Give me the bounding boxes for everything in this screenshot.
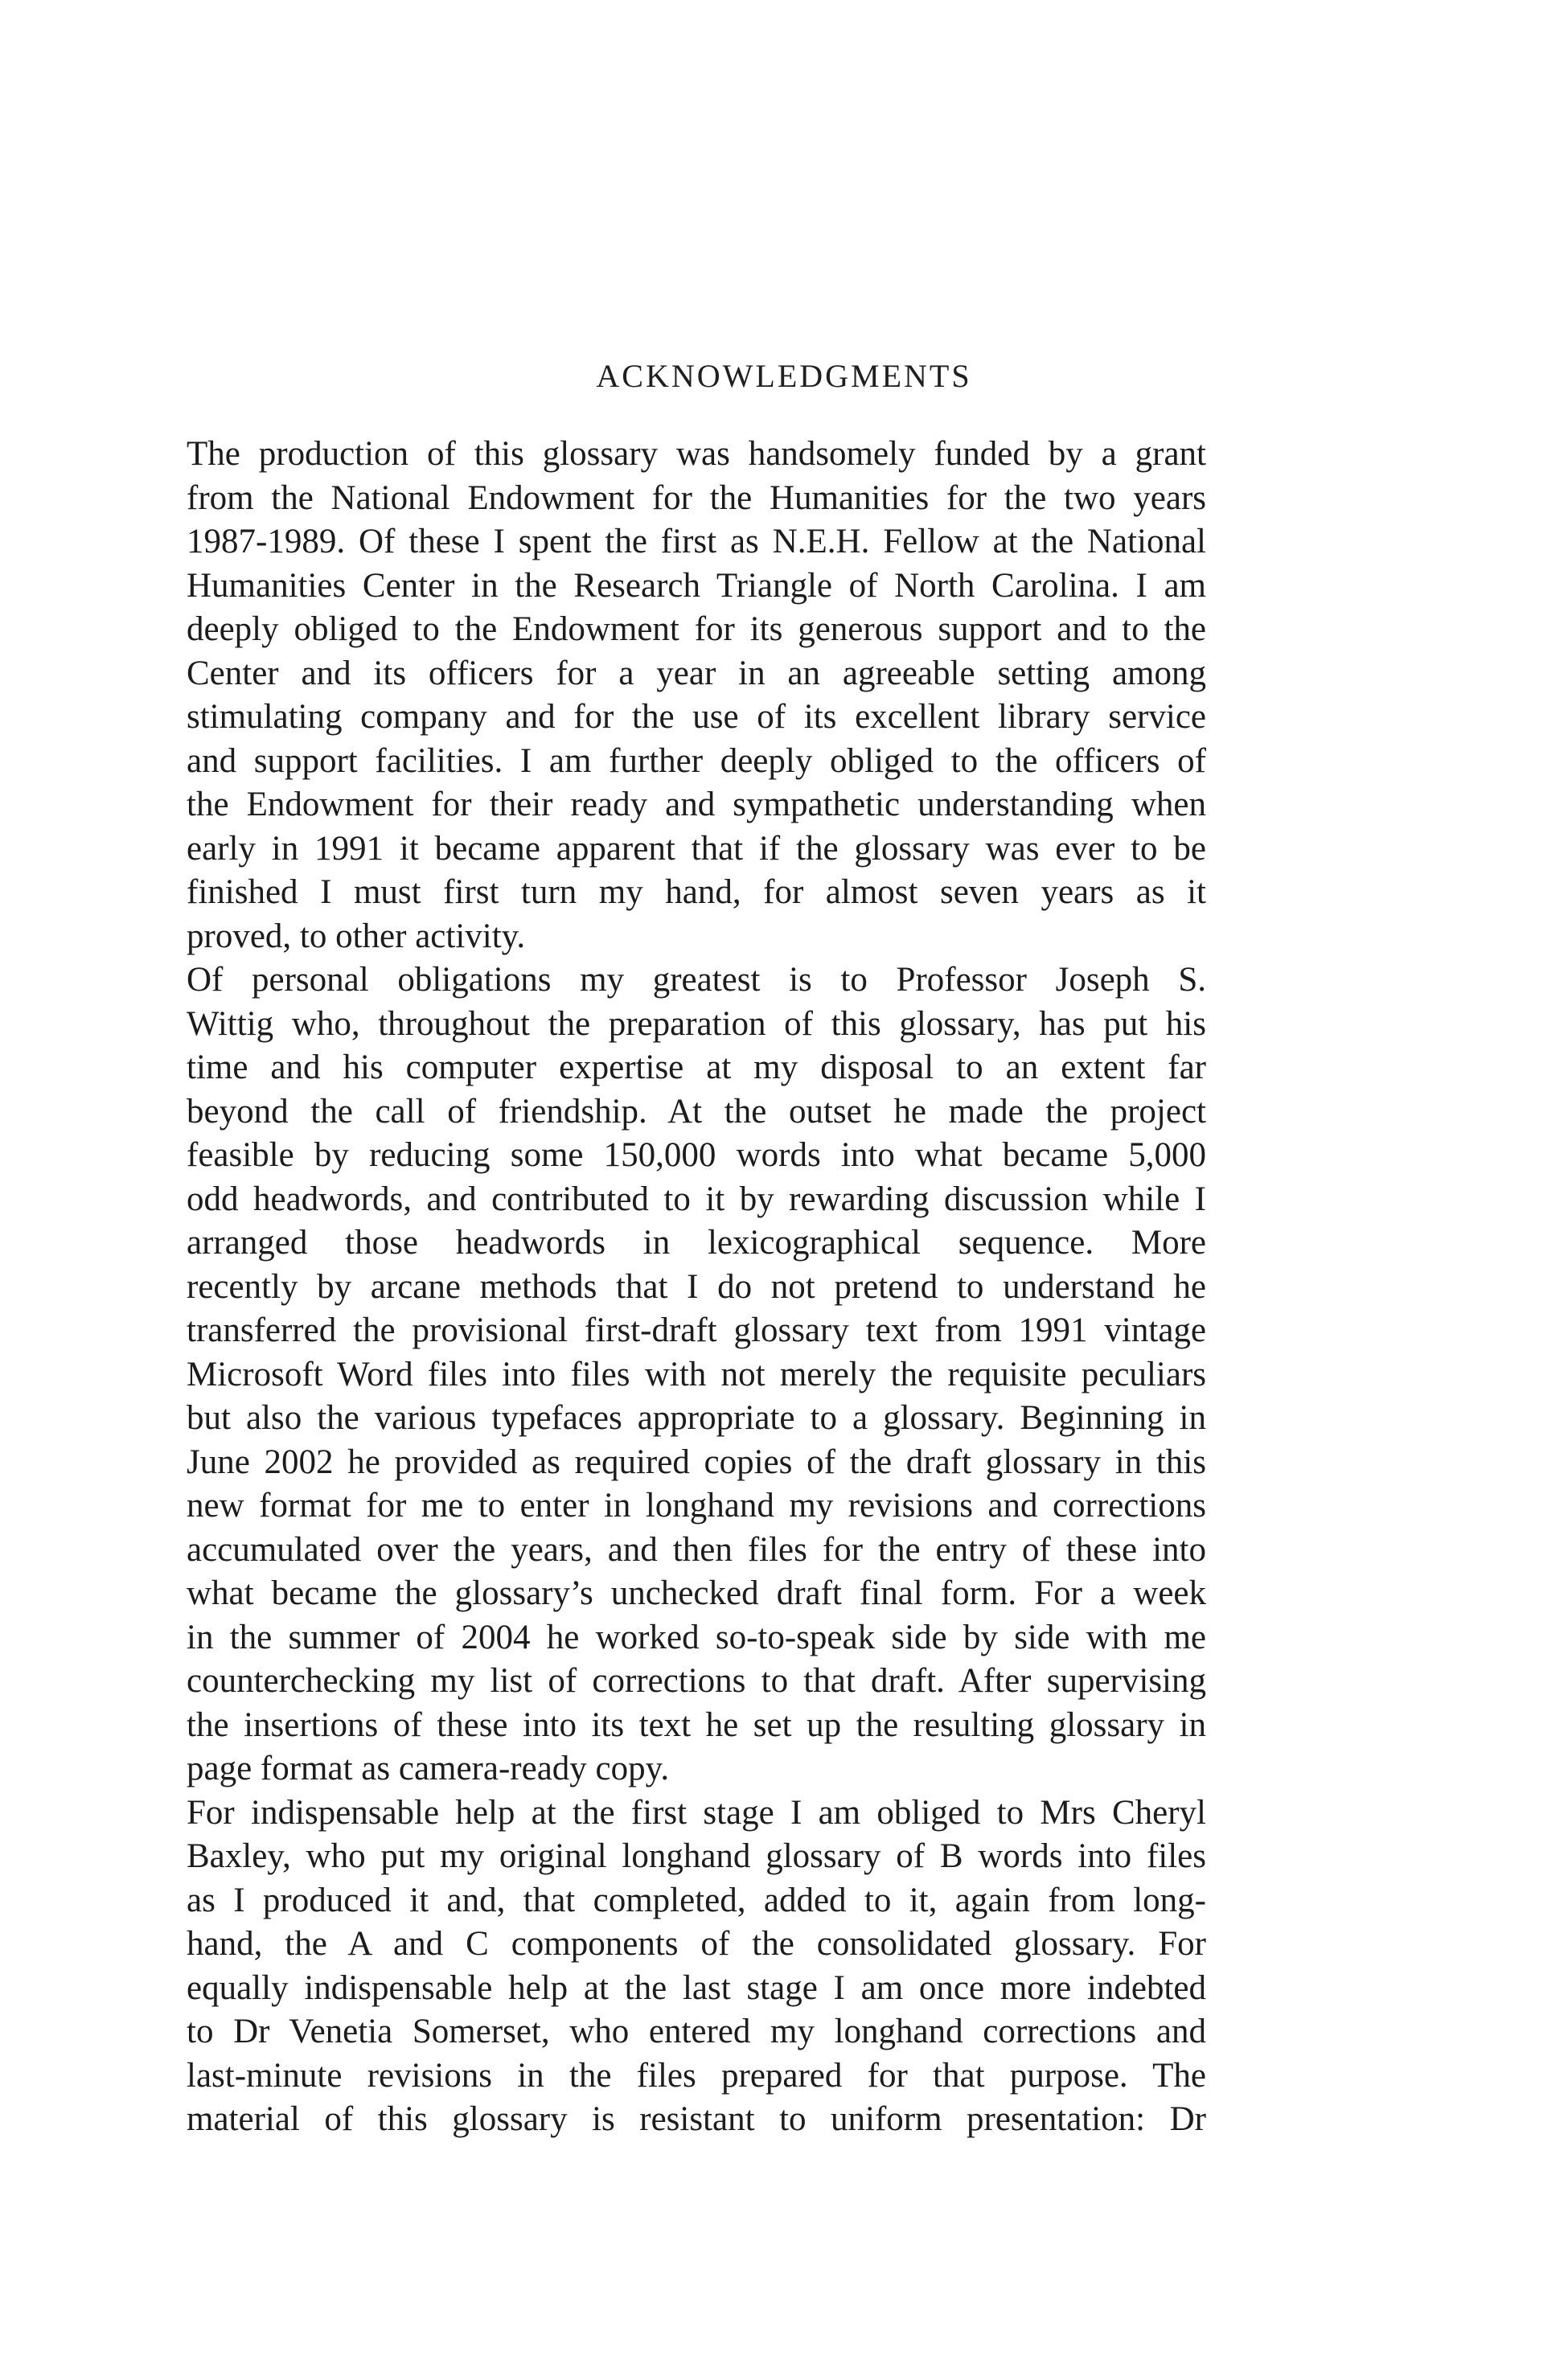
page-title: ACKNOWLEDGMENTS <box>596 358 972 394</box>
text-line: Center and its officers for a year in an agreeable setting among <box>187 654 1206 692</box>
text-line: new format for me to enter in longhand my revisions and corrections <box>187 1487 1206 1525</box>
text-line: and support facilities. I am further deeply obliged to the officers of <box>187 741 1206 780</box>
text-line: stimulating company and for the use of its excellent library service <box>187 698 1206 736</box>
text-line: early in 1991 it became apparent that if the glossary was ever to be <box>187 829 1206 868</box>
text-line: time and his computer expertise at my disposal to an extent far <box>187 1049 1206 1086</box>
text-line: Of personal obligations my greatest is to Professor Joseph S. <box>187 961 1206 999</box>
text-line: Wittig who, throughout the preparation of this glossary, has put his <box>187 1004 1206 1043</box>
text-line: hand, the A and C components of the consolidated glossary. For <box>187 1925 1206 1963</box>
text-line: Baxley, who put my original longhand glossary of B words into files <box>187 1837 1206 1875</box>
text-line: Humanities Center in the Research Triangle of North Carolina. I am <box>187 566 1206 605</box>
text-line: arranged those headwords in lexicographical sequence. More <box>187 1224 1206 1262</box>
text-line: deeply obliged to the Endowment for its generous support and to the <box>187 610 1206 648</box>
text-line: the Endowment for their ready and sympathetic understanding when <box>187 786 1206 823</box>
text-line: The production of this glossary was handsomely funded by a grant <box>187 435 1206 473</box>
text-line: but also the various typefaces appropriate to a glossary. Beginning in <box>187 1399 1206 1437</box>
text-line: June 2002 he provided as required copies of the draft glossary in this <box>187 1443 1206 1481</box>
text-line: For indispensable help at the first stage I am obliged to Mrs Cheryl <box>187 1793 1206 1832</box>
text-line: accumulated over the years, and then files for the entry of these into <box>187 1530 1206 1569</box>
text-line: material of this glossary is resistant to uniform presentation: Dr <box>187 2100 1206 2138</box>
text-line: last-minute revisions in the files prepared for that purpose. The <box>187 2056 1206 2095</box>
paragraph-2 <box>187 958 1206 1791</box>
acknowledgments-body <box>187 433 1206 2142</box>
text-line: odd headwords, and contributed to it by rewarding discussion while I <box>187 1180 1206 1218</box>
text-line: proved, to other activity. <box>187 917 526 955</box>
text-line: finished I must first turn my hand, for almost seven years as it <box>187 873 1206 911</box>
text-line: recently by arcane methods that I do not pretend to understand he <box>187 1267 1206 1306</box>
text-line: to Dr Venetia Somerset, who entered my longhand corrections and <box>187 2013 1206 2050</box>
text-line: equally indispensable help at the last stage I am once more indebted <box>187 1968 1206 2007</box>
text-line: counterchecking my list of corrections to that draft. After supervising <box>187 1662 1206 1700</box>
paragraph-3 <box>187 1791 1206 2142</box>
text-line: Microsoft Word files into files with not merely the requisite peculiars <box>187 1355 1206 1393</box>
text-line: 1987-1989. Of these I spent the first as N.E.H. Fellow at the National <box>187 523 1206 560</box>
text-line: beyond the call of friendship. At the outset he made the project <box>187 1092 1206 1131</box>
paragraph-1 <box>187 433 1206 958</box>
text-line: transferred the provisional first-draft glossary text from 1991 vintage <box>187 1311 1206 1349</box>
text-line: feasible by reducing some 150,000 words into what became 5,000 <box>187 1136 1206 1174</box>
text-line: the insertions of these into its text he set up the resulting glossary in <box>187 1705 1206 1744</box>
text-line: from the National Endowment for the Humanities for the two years <box>187 478 1206 517</box>
text-line: in the summer of 2004 he worked so-to-speak side by side with me <box>187 1618 1206 1656</box>
text-line: what became the glossary’s unchecked draft final form. For a week <box>187 1574 1206 1612</box>
text-line: page format as camera-ready copy. <box>187 1750 670 1787</box>
text-line: as I produced it and, that completed, added to it, again from long- <box>187 1881 1206 1919</box>
